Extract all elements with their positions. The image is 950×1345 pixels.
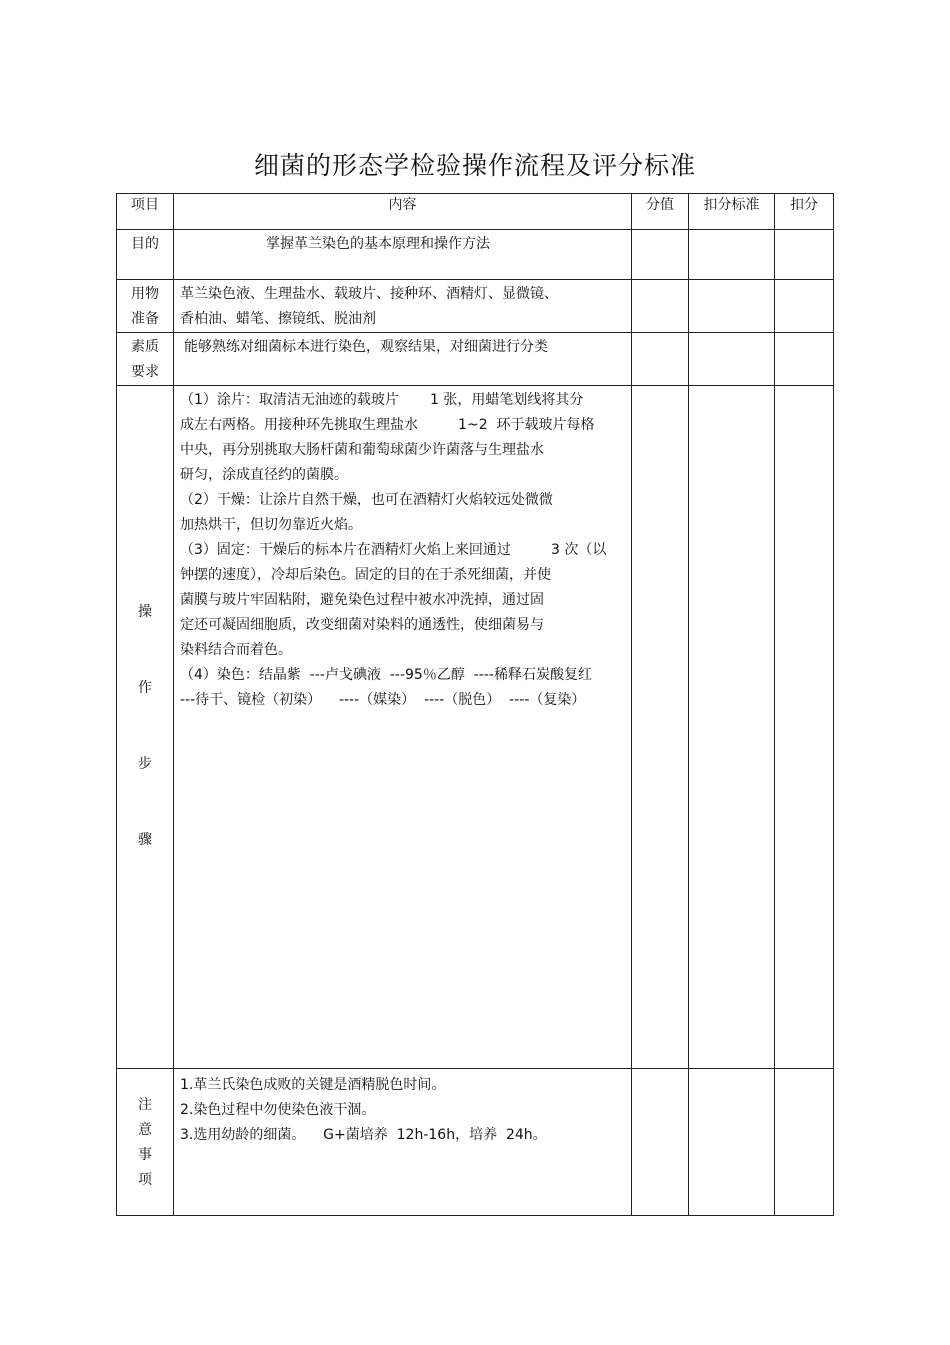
steps-cell [174,386,632,1069]
row-notes [117,1069,834,1216]
criteria-cell [689,386,775,1069]
label-steps [117,386,174,1069]
notes-line: 1.革兰氏染色成败的关键是酒精脱色时间。 [180,1077,446,1093]
header-deduction: 扣分 [775,194,834,230]
steps-line: （3）固定：干燥后的标本片在酒精灯火焰上来回通过 3 次（以 [180,542,607,558]
label-steps-char4: 骤 [138,832,152,848]
score-cell [632,1069,689,1216]
steps-line: （4）染色：结晶紫 ---卢戈碘液 ---95％乙醇 ----稀释石炭酸复红 [180,667,592,683]
document-title: 细菌的形态学检验操作流程及评分标准 [253,151,696,180]
label-steps-char2: 作 [138,680,152,696]
score-cell [632,230,689,280]
quality-content: 能够熟练对细菌标本进行染色，观察结果，对细菌进行分类 [184,339,548,355]
notes-line: 3.选用幼龄的细菌。 G+菌培养 12h-16h，培养 24h。 [180,1127,547,1143]
row-purpose [117,230,834,280]
row-steps [117,386,834,1069]
criteria-cell [689,280,775,333]
header-deduction-criteria: 扣分标准 [689,194,775,230]
scoring-table [116,193,834,1216]
label-notes-char2: 意 [138,1122,152,1138]
materials-cell [174,280,632,333]
score-cell [632,386,689,1069]
steps-line: 染料结合而着色。 [180,642,292,658]
steps-line: 菌膜与玻片牢固粘附，避免染色过程中被水冲洗掉，通过固 [180,592,544,608]
label-materials [117,280,174,333]
steps-line: 定还可凝固细胞质，改变细菌对染料的通透性，使细菌易与 [180,617,544,633]
header-content: 内容 [174,194,632,230]
quality-cell [174,333,632,386]
deduction-cell [775,333,834,386]
row-materials [117,280,834,333]
label-quality-line1: 素质 [131,339,159,355]
label-steps-char3: 步 [138,756,152,772]
score-cell [632,333,689,386]
deduction-cell [775,230,834,280]
criteria-cell [689,230,775,280]
deduction-cell [775,1069,834,1216]
row-quality [117,333,834,386]
table-header-row [117,194,834,230]
header-score: 分值 [632,194,689,230]
label-materials-line1: 用物 [131,286,159,302]
deduction-cell [775,386,834,1069]
label-notes-char4: 项 [138,1172,152,1188]
notes-cell [174,1069,632,1216]
label-notes-char1: 注 [138,1097,152,1113]
deduction-cell [775,280,834,333]
steps-line: 钟摆的速度），冷却后染色。固定的目的在于杀死细菌，并使 [180,567,551,583]
steps-line: 研匀，涂成直径约的菌膜。 [180,467,348,483]
materials-line1: 革兰染色液、生理盐水、载玻片、接种环、酒精灯、显微镜、 [180,286,558,302]
label-steps-char1: 操 [138,604,152,620]
purpose-cell [174,230,632,280]
steps-line: 中央，再分别挑取大肠杆菌和葡萄球菌少许菌落与生理盐水 [180,442,544,458]
score-cell [632,280,689,333]
label-purpose: 目的 [117,230,174,280]
label-quality-line2: 要求 [131,364,159,380]
materials-line2: 香柏油、蜡笔、擦镜纸、脱油剂 [180,311,376,327]
notes-line: 2.染色过程中勿使染色液干涸。 [180,1102,376,1118]
criteria-cell [689,333,775,386]
steps-line: ---待干、镜检（初染） ----（媒染） ----（脱色） ----（复染） [180,692,586,708]
header-item: 项目 [117,194,174,230]
steps-line: 成左右两格。用接种环先挑取生理盐水 1~2 环于载玻片每格 [180,417,595,433]
steps-line: （2）干燥：让涂片自然干燥，也可在酒精灯火焰较远处微微 [180,492,553,508]
label-quality [117,333,174,386]
steps-line: 加热烘干，但切勿靠近火焰。 [180,517,362,533]
label-notes-char3: 事 [138,1147,152,1163]
purpose-content: 掌握革兰染色的基本原理和操作方法 [266,236,490,252]
label-materials-line2: 准备 [131,311,159,327]
label-notes [117,1069,174,1216]
steps-line: （1）涂片：取清洁无油迹的载玻片 1 张，用蜡笔划线将其分 [180,392,584,408]
criteria-cell [689,1069,775,1216]
